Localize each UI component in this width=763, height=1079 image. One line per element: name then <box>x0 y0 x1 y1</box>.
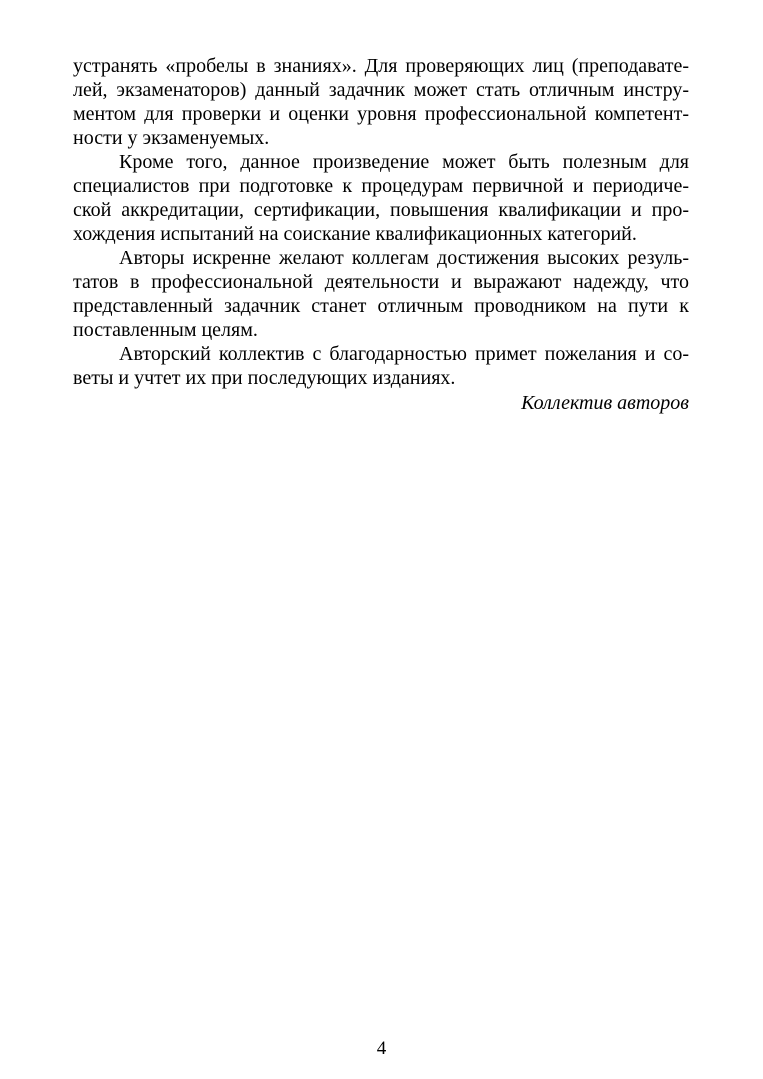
text-line: устранять «пробелы в знаниях». Для проверяющих лиц (преподавате- <box>73 55 689 77</box>
paragraph-2 <box>73 150 689 246</box>
text-line: ской аккредитации, сертификации, повышения квалификации и про- <box>73 199 689 221</box>
text-line: Кроме того, данное произведение может быть полезным для <box>119 151 689 173</box>
text-line: Авторы искренне желают коллегам достижения высоких резуль- <box>119 247 689 269</box>
paragraph-4 <box>73 342 689 390</box>
paragraph-3 <box>73 246 689 342</box>
page-number: 4 <box>376 1038 387 1059</box>
text-line: поставленным целям. <box>73 319 258 341</box>
text-line: татов в профессиональной деятельности и выражают надежду, что <box>73 271 689 293</box>
text-line: хождения испытаний на соискание квалификационных категорий. <box>73 223 637 245</box>
paragraph-1 <box>73 54 689 150</box>
text-line: лей, экзаменаторов) данный задачник может стать отличным инстру- <box>73 79 689 101</box>
text-line: ментом для проверки и оценки уровня профессиональной компетент- <box>73 103 689 125</box>
signature: Коллектив авторов <box>521 392 689 414</box>
text-line: представленный задачник станет отличным проводником на пути к <box>73 295 689 317</box>
text-line: специалистов при подготовке к процедурам первичной и периодиче- <box>73 175 689 197</box>
text-line: Авторский коллектив с благодарностью примет пожелания и со- <box>119 343 689 365</box>
page-body <box>73 54 689 415</box>
text-line: ности у экзаменуемых. <box>73 127 270 149</box>
text-line: веты и учтет их при последующих изданиях. <box>73 367 456 389</box>
